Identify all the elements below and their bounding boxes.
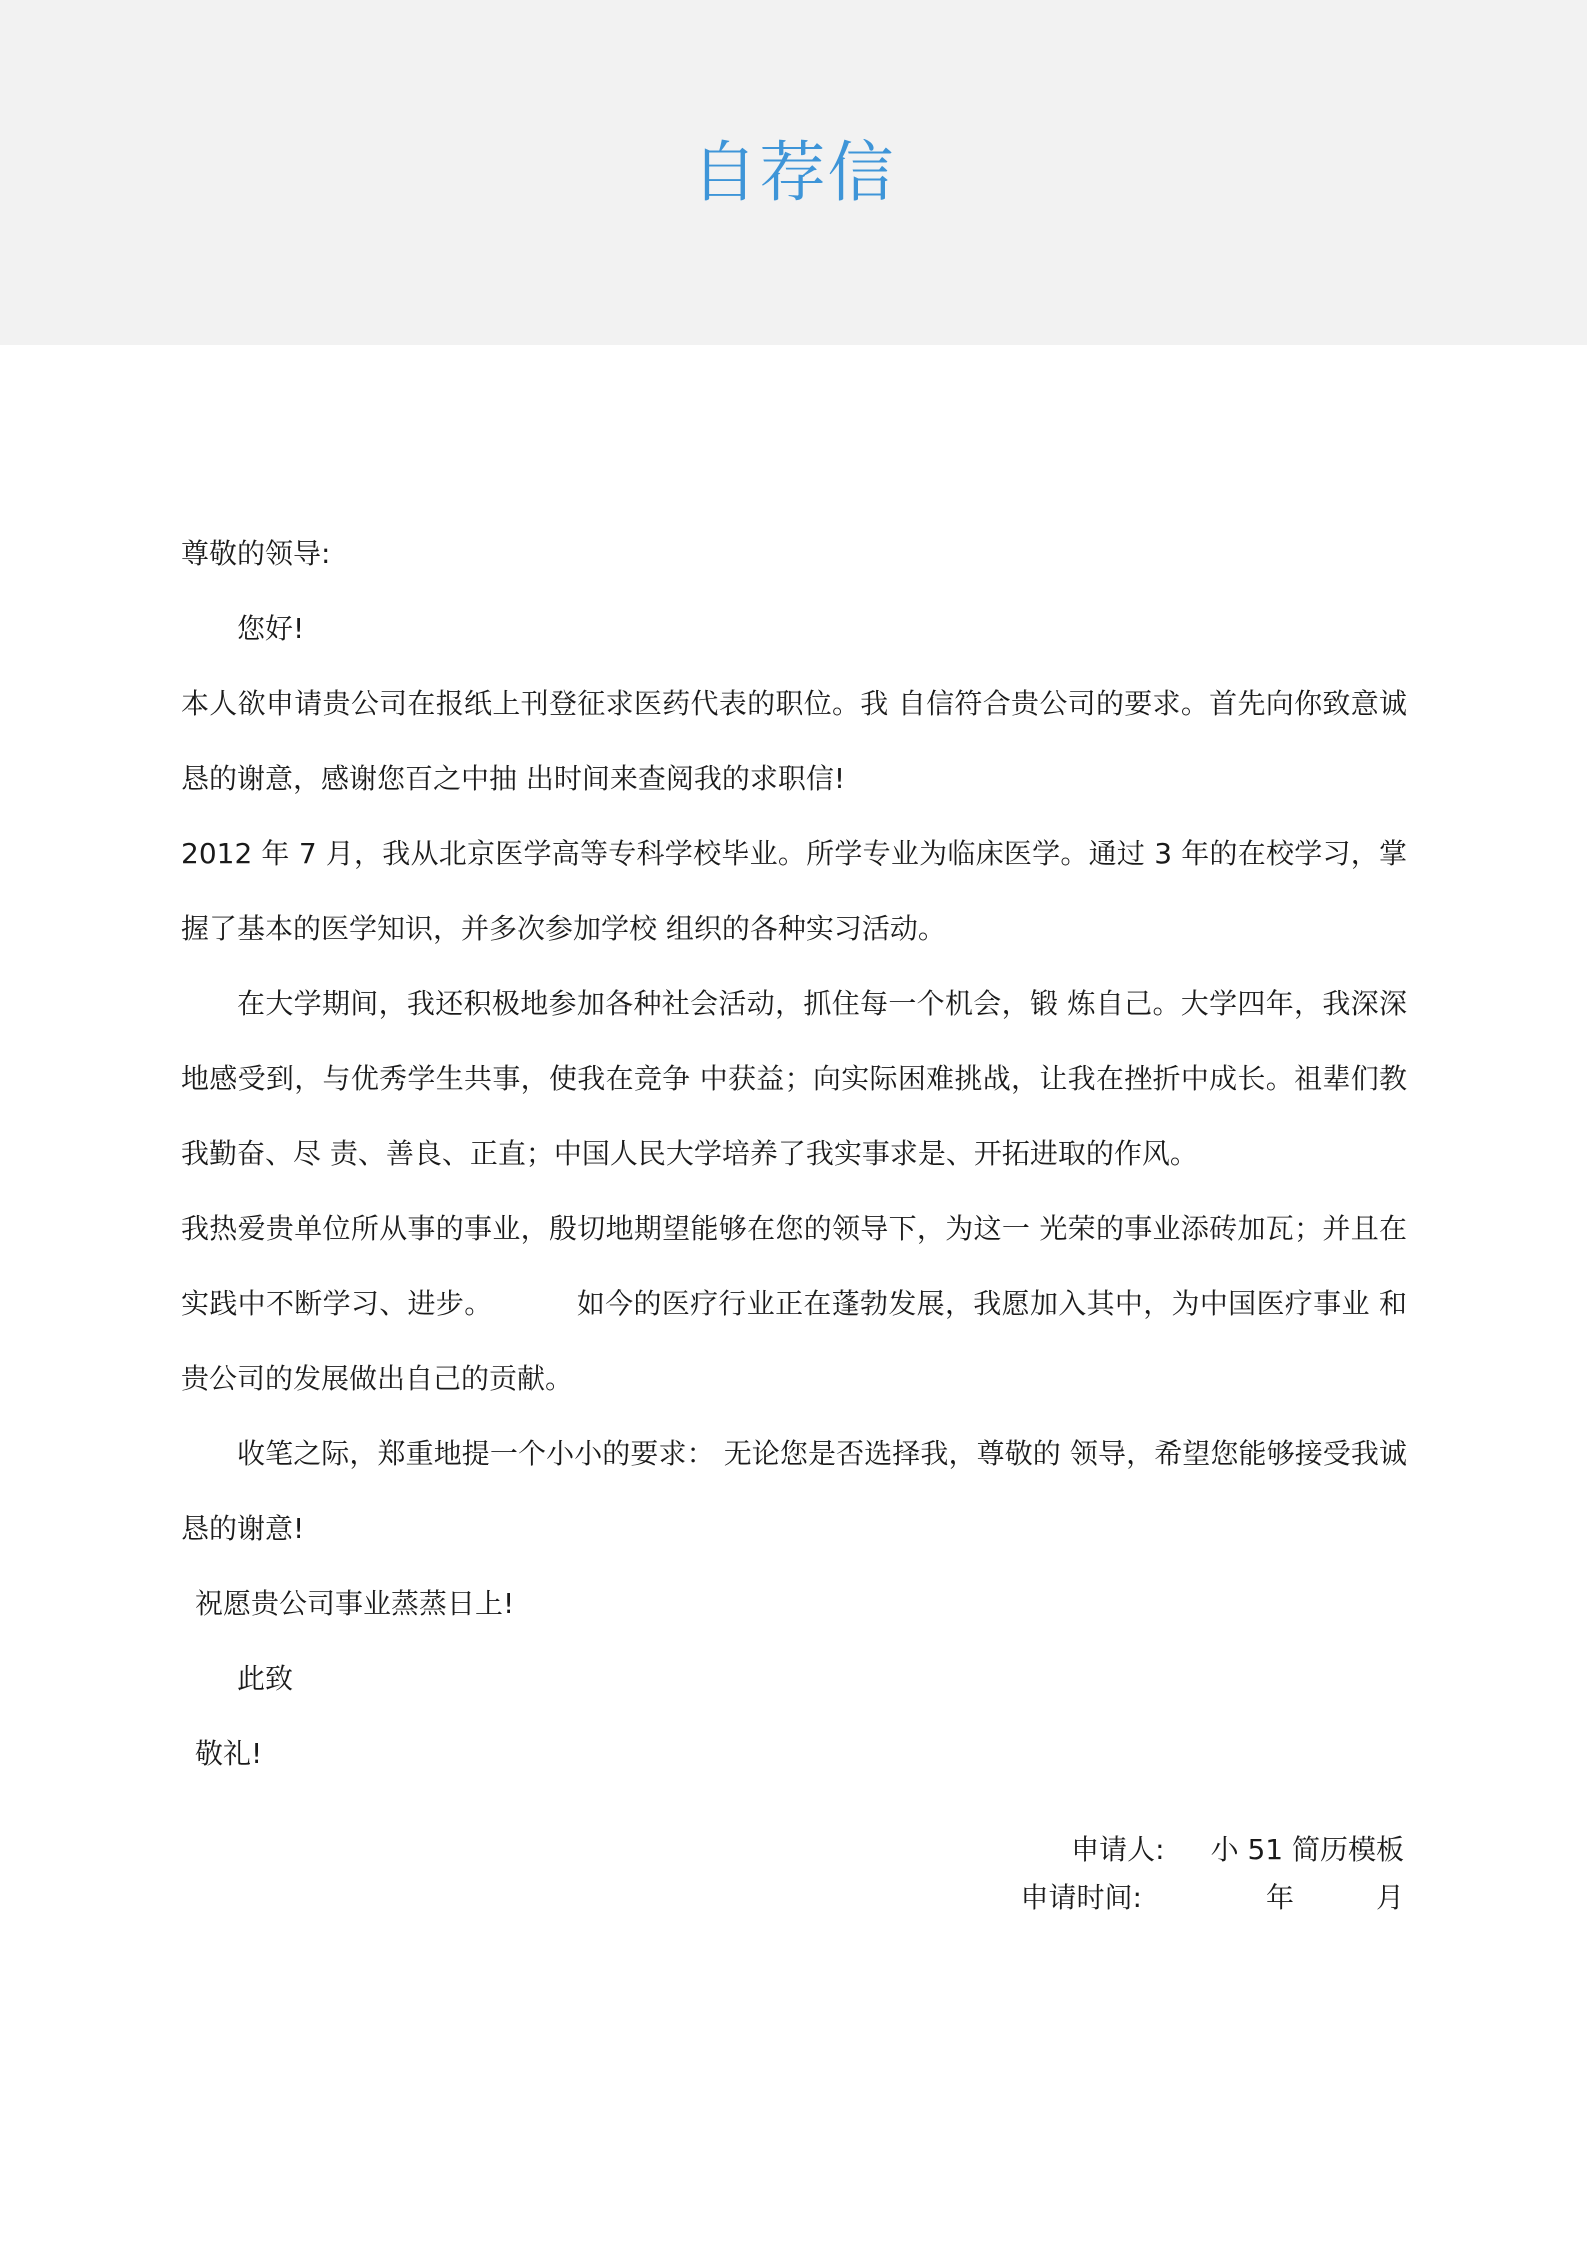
greeting: 您好! — [237, 612, 305, 645]
paragraph-university: 在大学期间，我还积极地参加各种社会活动，抓住每一个机会，锻 炼自己。大学四年，我深深地感受到，与优秀学生共事，使我在竞争 中获益；向实际困难挑战，让我在挫折中成长。祖辈们教我勤奋、尽 责、善良、正直；中国人民大学培养了我实事求是、开拓进取的作风。 — [181, 987, 1407, 1170]
applicant-row — [604, 1826, 1404, 1874]
paragraph-passion — [181, 1191, 1407, 1416]
closing-jing-li: 敬礼! — [195, 1737, 263, 1770]
month-label: 月 — [1375, 1881, 1404, 1914]
paragraph-education: 2012 年 7 月，我从北京医学高等专科学校毕业。所学专业为临床医学。通过 3 年的在校学习，掌握了基本的医学知识，并多次参加学校 组织的各种实习活动。 — [181, 837, 1407, 945]
date-row — [604, 1874, 1404, 1922]
salutation: 尊敬的领导: — [181, 537, 331, 570]
year-label: 年 — [1265, 1881, 1294, 1914]
letter-body — [181, 516, 1407, 1791]
date-label: 申请时间: — [1020, 1881, 1142, 1914]
paragraph-passion-text: 我热爱贵单位所从事的事业，殷切地期望能够在您的领导下，为这一 光荣的事业添砖加瓦；并且在实践中不断学习、进步。 — [181, 1212, 1407, 1320]
applicant-label: 申请人: — [1071, 1833, 1165, 1866]
wish: 祝愿贵公司事业蒸蒸日上! — [195, 1587, 515, 1620]
paragraph-application: 本人欲申请贵公司在报纸上刊登征求医药代表的职位。我 自信符合贵公司的要求。首先向你致意诚恳的谢意，感谢您百之中抽 出时间来查阅我的求职信! — [181, 687, 1407, 795]
paragraph-industry-text: 如今的医疗行业正在蓬勃发展，我愿加入其中，为中国医疗事业 和贵公司的发展做出自己的贡献。 — [181, 1287, 1407, 1395]
document-title: 自荐信 — [691, 134, 896, 211]
signature-block — [604, 1826, 1404, 1922]
applicant-name: 小 51 简历模板 — [1210, 1833, 1404, 1866]
closing-ci-zhi: 此致 — [237, 1662, 294, 1695]
header-band — [0, 0, 1587, 345]
paragraph-request: 收笔之际，郑重地提一个小小的要求： 无论您是否选择我，尊敬的 领导，希望您能够接受我诚恳的谢意! — [181, 1437, 1407, 1545]
